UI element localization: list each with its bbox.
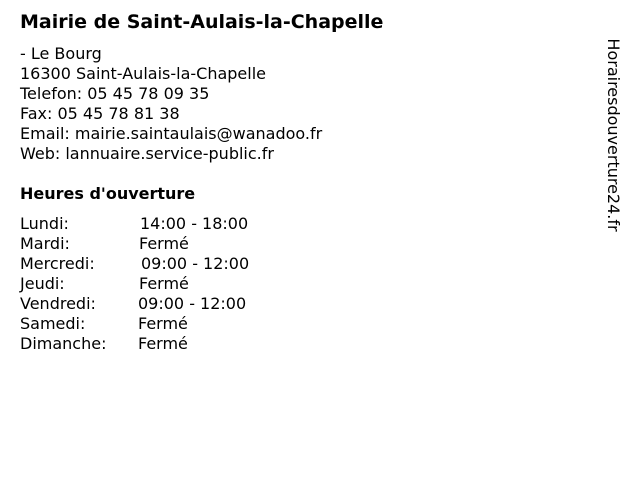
hours-value: Fermé — [139, 274, 189, 293]
page-title: Mairie de Saint-Aulais-la-Chapelle — [20, 11, 384, 33]
day-label: Dimanche: — [20, 334, 107, 353]
hours-value: 09:00 - 12:00 — [141, 254, 250, 273]
hours-value: 14:00 - 18:00 — [140, 214, 249, 233]
day-label: Jeudi: — [20, 274, 65, 293]
hours-heading: Heures d'ouverture — [20, 184, 196, 203]
day-label: Mercredi: — [20, 254, 95, 273]
day-label: Lundi: — [20, 214, 69, 233]
hours-value: Fermé — [138, 334, 188, 353]
city-line: 16300 Saint-Aulais-la-Chapelle — [20, 64, 266, 83]
address-line: - Le Bourg — [20, 44, 102, 63]
hours-value: Fermé — [139, 234, 189, 253]
hours-value: Fermé — [138, 314, 188, 333]
phone-line: Telefon: 05 45 78 09 35 — [20, 84, 210, 103]
email-line: Email: mairie.saintaulais@wanadoo.fr — [20, 124, 323, 143]
day-label: Mardi: — [20, 234, 70, 253]
fax-line: Fax: 05 45 78 81 38 — [20, 104, 180, 123]
day-label: Vendredi: — [20, 294, 96, 313]
site-watermark: Horairesdouverture24.fr — [604, 38, 623, 232]
day-label: Samedi: — [20, 314, 86, 333]
contact-block — [20, 44, 322, 164]
web-line: Web: lannuaire.service-public.fr — [20, 144, 274, 163]
hours-value: 09:00 - 12:00 — [138, 294, 247, 313]
